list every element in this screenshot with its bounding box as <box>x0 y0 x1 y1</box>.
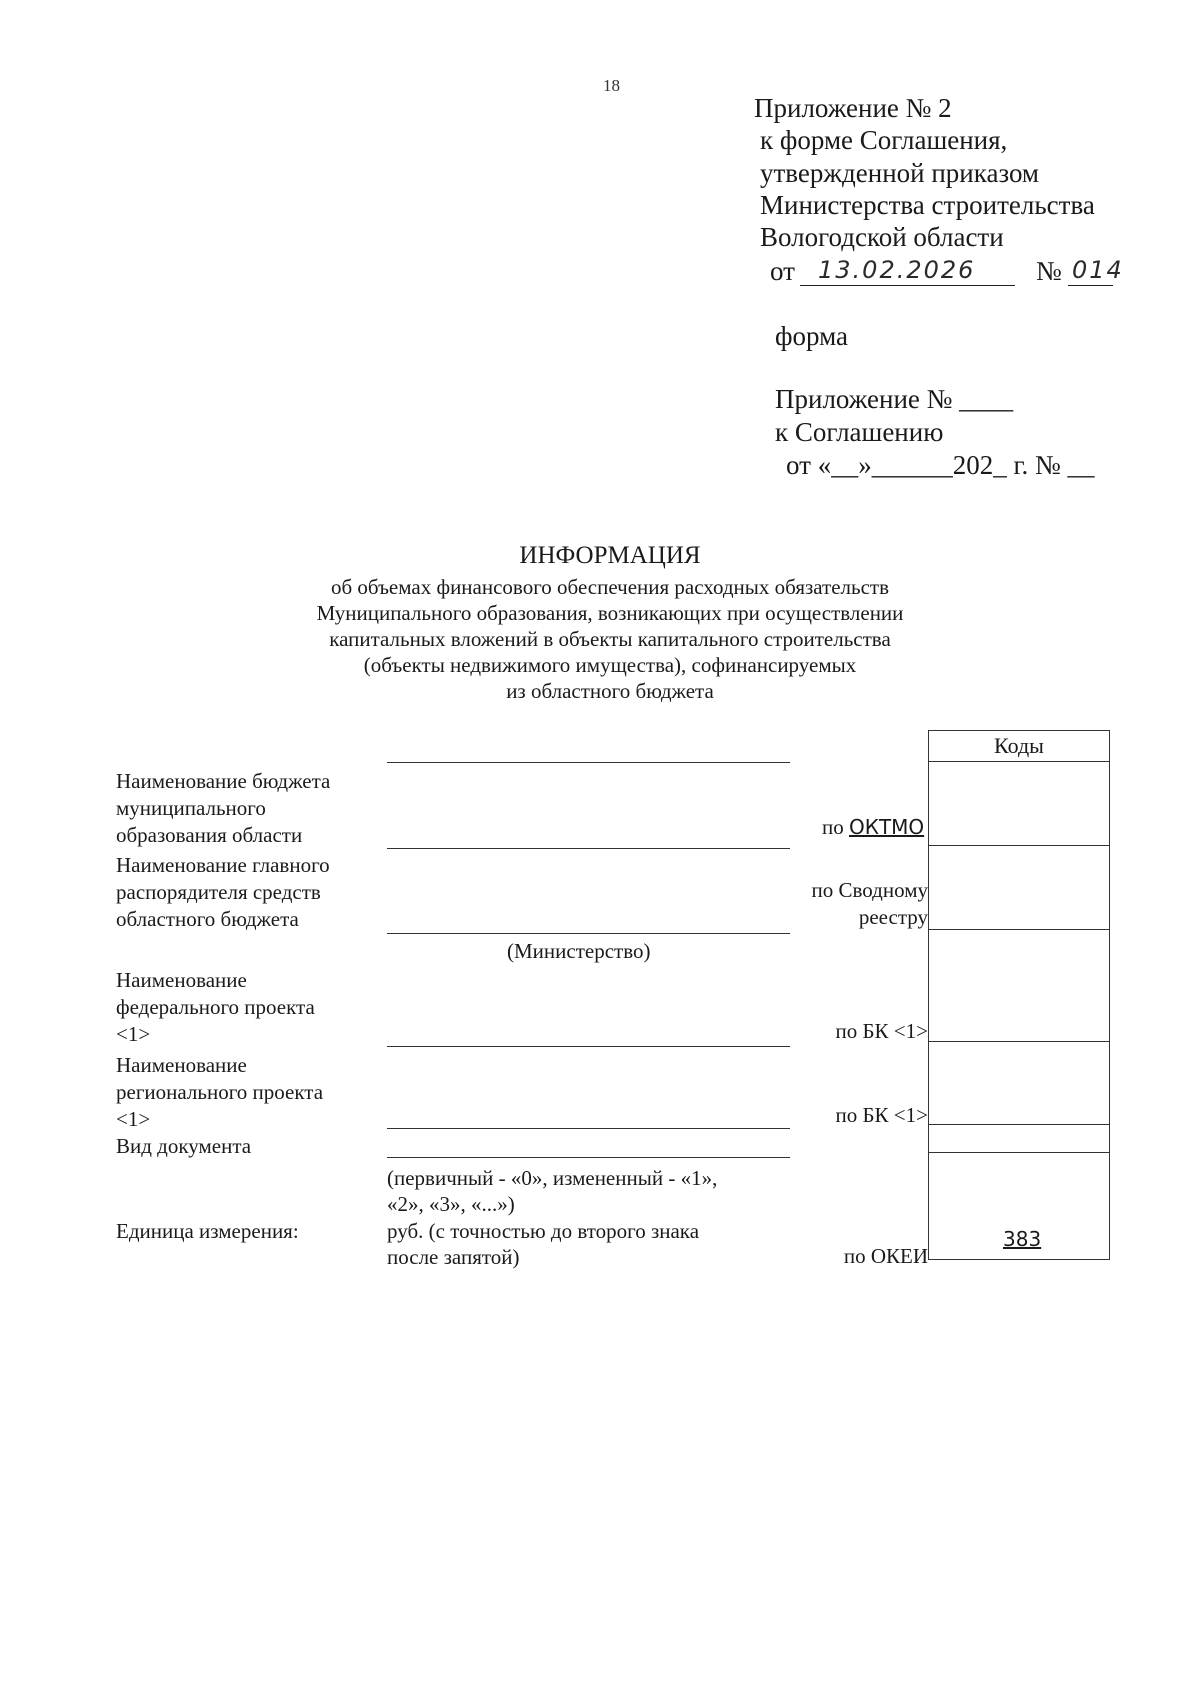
label-federal-1: Наименование <box>116 968 247 992</box>
main-manager-field <box>387 933 790 934</box>
label-federal-2: федерального проекта <box>116 995 315 1019</box>
label-budget-1: Наименование бюджета <box>116 769 331 793</box>
number-prefix: № <box>1036 256 1062 286</box>
label-bk-2: по БК <1> <box>835 1103 928 1127</box>
codes-table <box>928 730 1110 1260</box>
number-underline <box>1068 285 1113 286</box>
ministry-note: (Министерство) <box>507 939 651 963</box>
label-manager-2: распорядителя средств <box>116 880 321 904</box>
agreement-line-2: к Соглашению <box>775 417 944 447</box>
appendix-line-5: Вологодской области <box>760 222 1004 252</box>
codes-divider <box>929 845 1109 846</box>
label-unit: Единица измерения: <box>116 1219 299 1243</box>
label-budget-3: образования области <box>116 823 303 847</box>
budget-name-field <box>387 848 790 849</box>
date-prefix: от <box>770 256 795 286</box>
doc-type-note-1: (первичный - «0», измененный - «1», <box>387 1166 718 1190</box>
label-federal-3: <1> <box>116 1022 151 1046</box>
label-manager-3: областного бюджета <box>116 907 299 931</box>
appendix-line-1: Приложение № 2 <box>754 93 952 123</box>
unit-value-2: после запятой) <box>387 1245 520 1269</box>
doc-type-field <box>387 1157 790 1158</box>
unit-value-1: руб. (с точностью до второго знака <box>387 1219 700 1243</box>
regional-project-field <box>387 1128 790 1129</box>
appendix-line-4: Министерства строительства <box>760 190 1095 220</box>
oktmo-code-label: ОКТМО <box>849 815 925 839</box>
subtitle-line-4: (объекты недвижимого имущества), софинансируемых <box>363 653 857 677</box>
label-bk-1: по БК <1> <box>835 1019 928 1043</box>
codes-divider <box>929 761 1109 762</box>
date-underline <box>800 285 1015 286</box>
label-doc-type: Вид документа <box>116 1134 252 1158</box>
document-title: ИНФОРМАЦИЯ <box>519 542 701 569</box>
label-manager-1: Наименование главного <box>116 853 330 877</box>
oktmo-prefix: по <box>822 815 849 839</box>
subtitle-line-5: из областного бюджета <box>506 679 714 703</box>
label-budget-2: муниципального <box>116 796 266 820</box>
label-okei: по ОКЕИ <box>843 1244 928 1268</box>
page-number: 18 <box>603 76 620 95</box>
label-regional-2: регионального проекта <box>116 1080 324 1104</box>
appendix-line-3: утвержденной приказом <box>760 158 1040 188</box>
codes-divider <box>929 1152 1109 1153</box>
agreement-line-3: от «__»______202_ г. № __ <box>786 450 1095 480</box>
agreement-line-1: Приложение № ____ <box>775 384 1014 414</box>
label-svodny-1: по Сводному <box>811 878 928 902</box>
okei-code: 383 <box>1003 1227 1042 1251</box>
label-regional-1: Наименование <box>116 1053 247 1077</box>
form-label: форма <box>775 321 848 351</box>
codes-divider <box>929 1041 1109 1042</box>
handwritten-date: 13.02.2026 <box>818 256 976 284</box>
appendix-line-2: к форме Соглашения, <box>760 125 1008 155</box>
field-line <box>387 762 790 763</box>
label-svodny-2: реестру <box>858 905 928 929</box>
subtitle-line-1: об объемах финансового обеспечения расходных обязательств <box>330 575 890 599</box>
label-regional-3: <1> <box>116 1107 151 1131</box>
codes-header: Коды <box>994 733 1044 758</box>
handwritten-number: 014 <box>1072 256 1124 284</box>
subtitle-line-2: Муниципального образования, возникающих при осуществлении <box>316 601 904 625</box>
codes-divider <box>929 929 1109 930</box>
label-oktmo <box>822 815 924 840</box>
federal-project-field <box>387 1046 790 1047</box>
doc-type-note-2: «2», «3», «...») <box>387 1192 515 1216</box>
codes-divider <box>929 1124 1109 1125</box>
subtitle-line-3: капитальных вложений в объекты капитального строительства <box>329 627 891 651</box>
